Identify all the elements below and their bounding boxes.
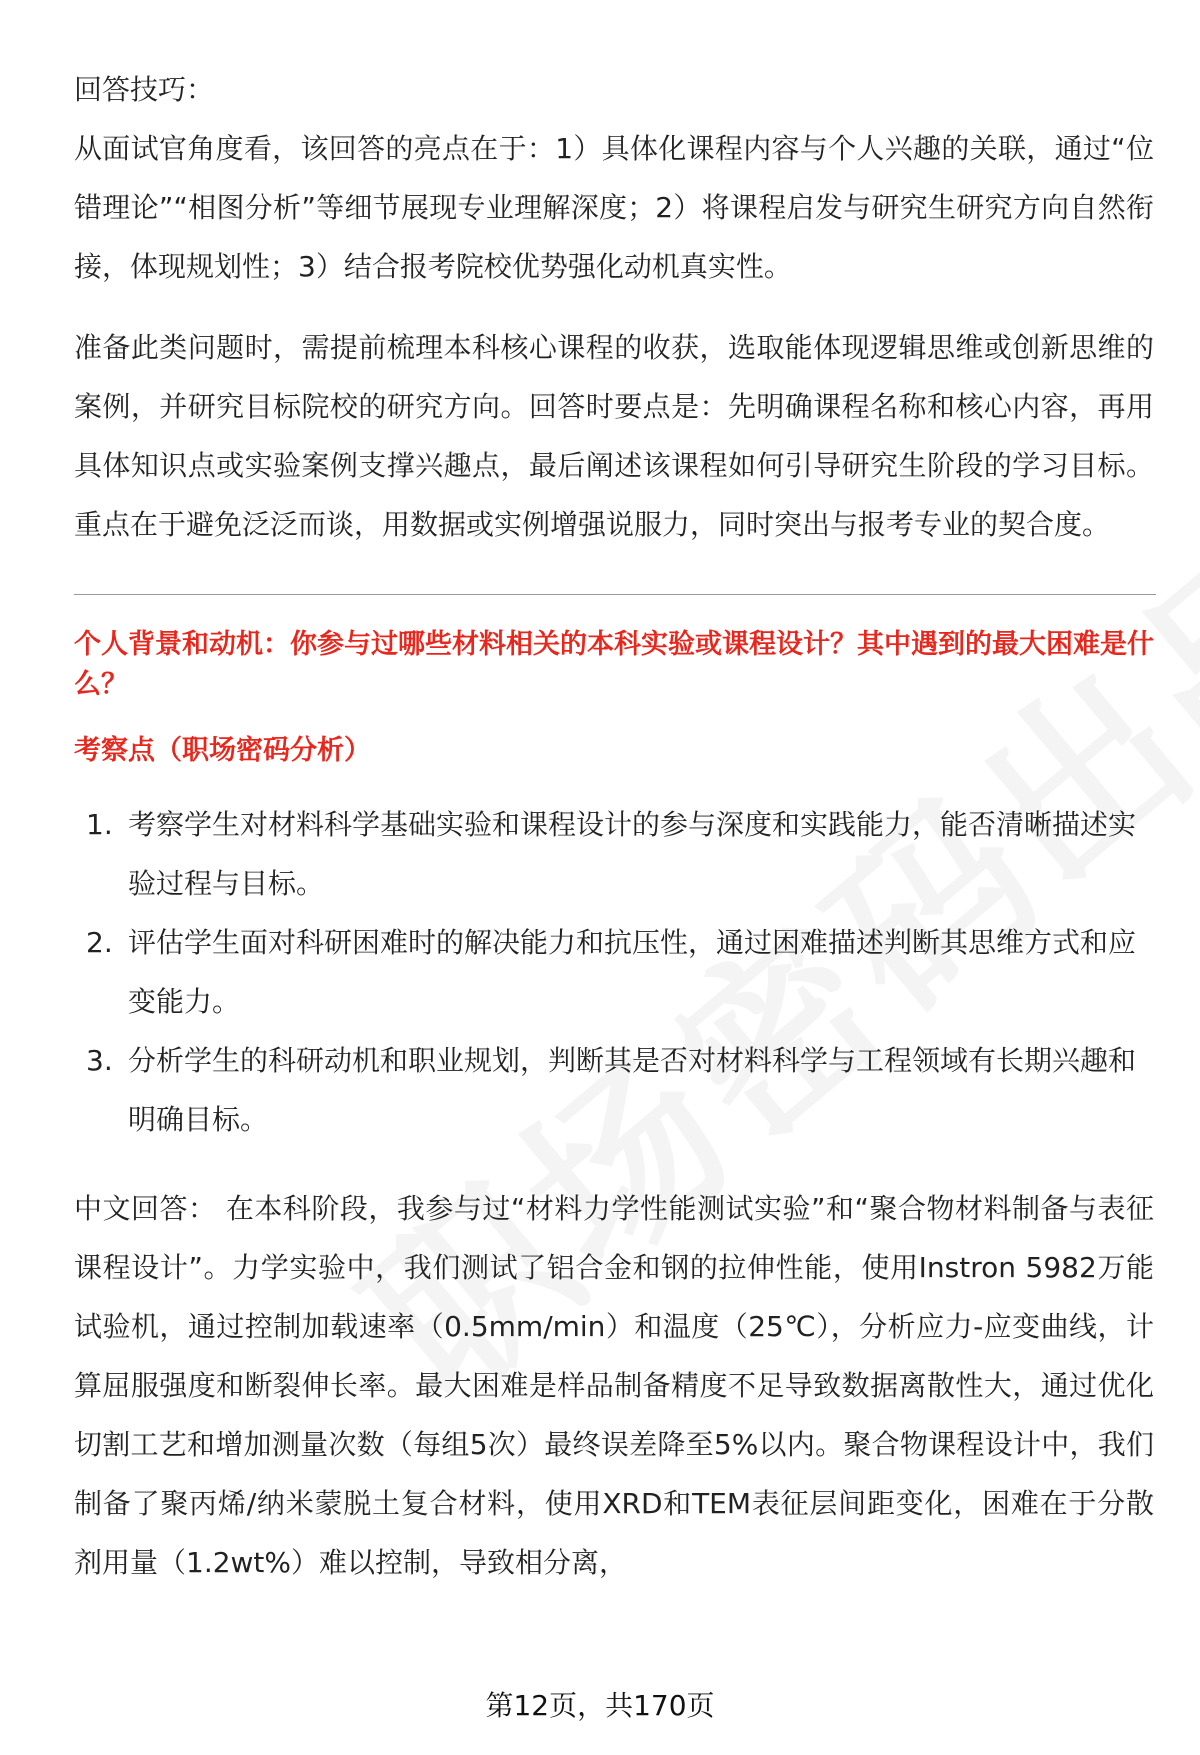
list-item-text: 分析学生的科研动机和职业规划，判断其是否对材料科学与工程领域有长期兴趣和明确目标。 (128, 1044, 1137, 1136)
list-item-number: 2. (86, 926, 113, 959)
list-item (74, 1031, 1154, 1149)
document-page (74, 60, 1154, 1592)
assessment-list (74, 795, 1154, 1149)
page-footer: 第12页，共170页 (485, 1689, 715, 1722)
list-item-text: 评估学生面对科研困难时的解决能力和抗压性，通过困难描述判断其思维方式和应变能力。 (128, 926, 1137, 1018)
list-item-text: 考察学生对材料科学基础实验和课程设计的参与深度和实践能力，能否清晰描述实验过程与目标。 (128, 808, 1137, 900)
list-item-number: 3. (86, 1044, 113, 1077)
section-divider (74, 594, 1156, 595)
list-item (74, 913, 1154, 1031)
list-item (74, 795, 1154, 913)
list-item-number: 1. (86, 808, 113, 841)
tips-label: 回答技巧： (74, 73, 215, 106)
assessment-heading: 考察点（职场密码分析） (74, 735, 371, 766)
question-title: 个人背景和动机：你参与过哪些材料相关的本科实验或课程设计？其中遇到的最大困难是什么？ (74, 629, 1154, 700)
answer-paragraph: 中文回答： 在本科阶段，我参与过“材料力学性能测试实验”和“聚合物材料制备与表征课程设计”。力学实验中，我们测试了铝合金和钢的拉伸性能，使用Instron 5982万能试验机，通过控制加载速率（0.5mm/min）和温度（25℃），分析应力-应变曲线，计算屈服强度和断裂伸长率。最大困难是样品制备精度不足导致数据离散性大，通过优化切割工艺和增加测量次数（每组5次）最终误差降至5%以内。聚合物课程设计中，我们制备了聚丙烯/纳米蒙脱土复合材料，使用XRD和TEM表征层间距变化，困难在于分散剂用量（1.2wt%）难以控制，导致相分离， (74, 1192, 1154, 1579)
tips-paragraph-2: 准备此类问题时，需提前梳理本科核心课程的收获，选取能体现逻辑思维或创新思维的案例，并研究目标院校的研究方向。回答时要点是：先明确课程名称和核心内容，再用具体知识点或实验案例支撑兴趣点，最后阐述该课程如何引导研究生阶段的学习目标。重点在于避免泛泛而谈，用数据或实例增强说服力，同时突出与报考专业的契合度。 (74, 331, 1154, 541)
tips-paragraph-1: 从面试官角度看，该回答的亮点在于：1）具体化课程内容与个人兴趣的关联，通过“位错理论”“相图分析”等细节展现专业理解深度；2）将课程启发与研究生研究方向自然衔接，体现规划性；3）结合报考院校优势强化动机真实性。 (74, 132, 1154, 283)
